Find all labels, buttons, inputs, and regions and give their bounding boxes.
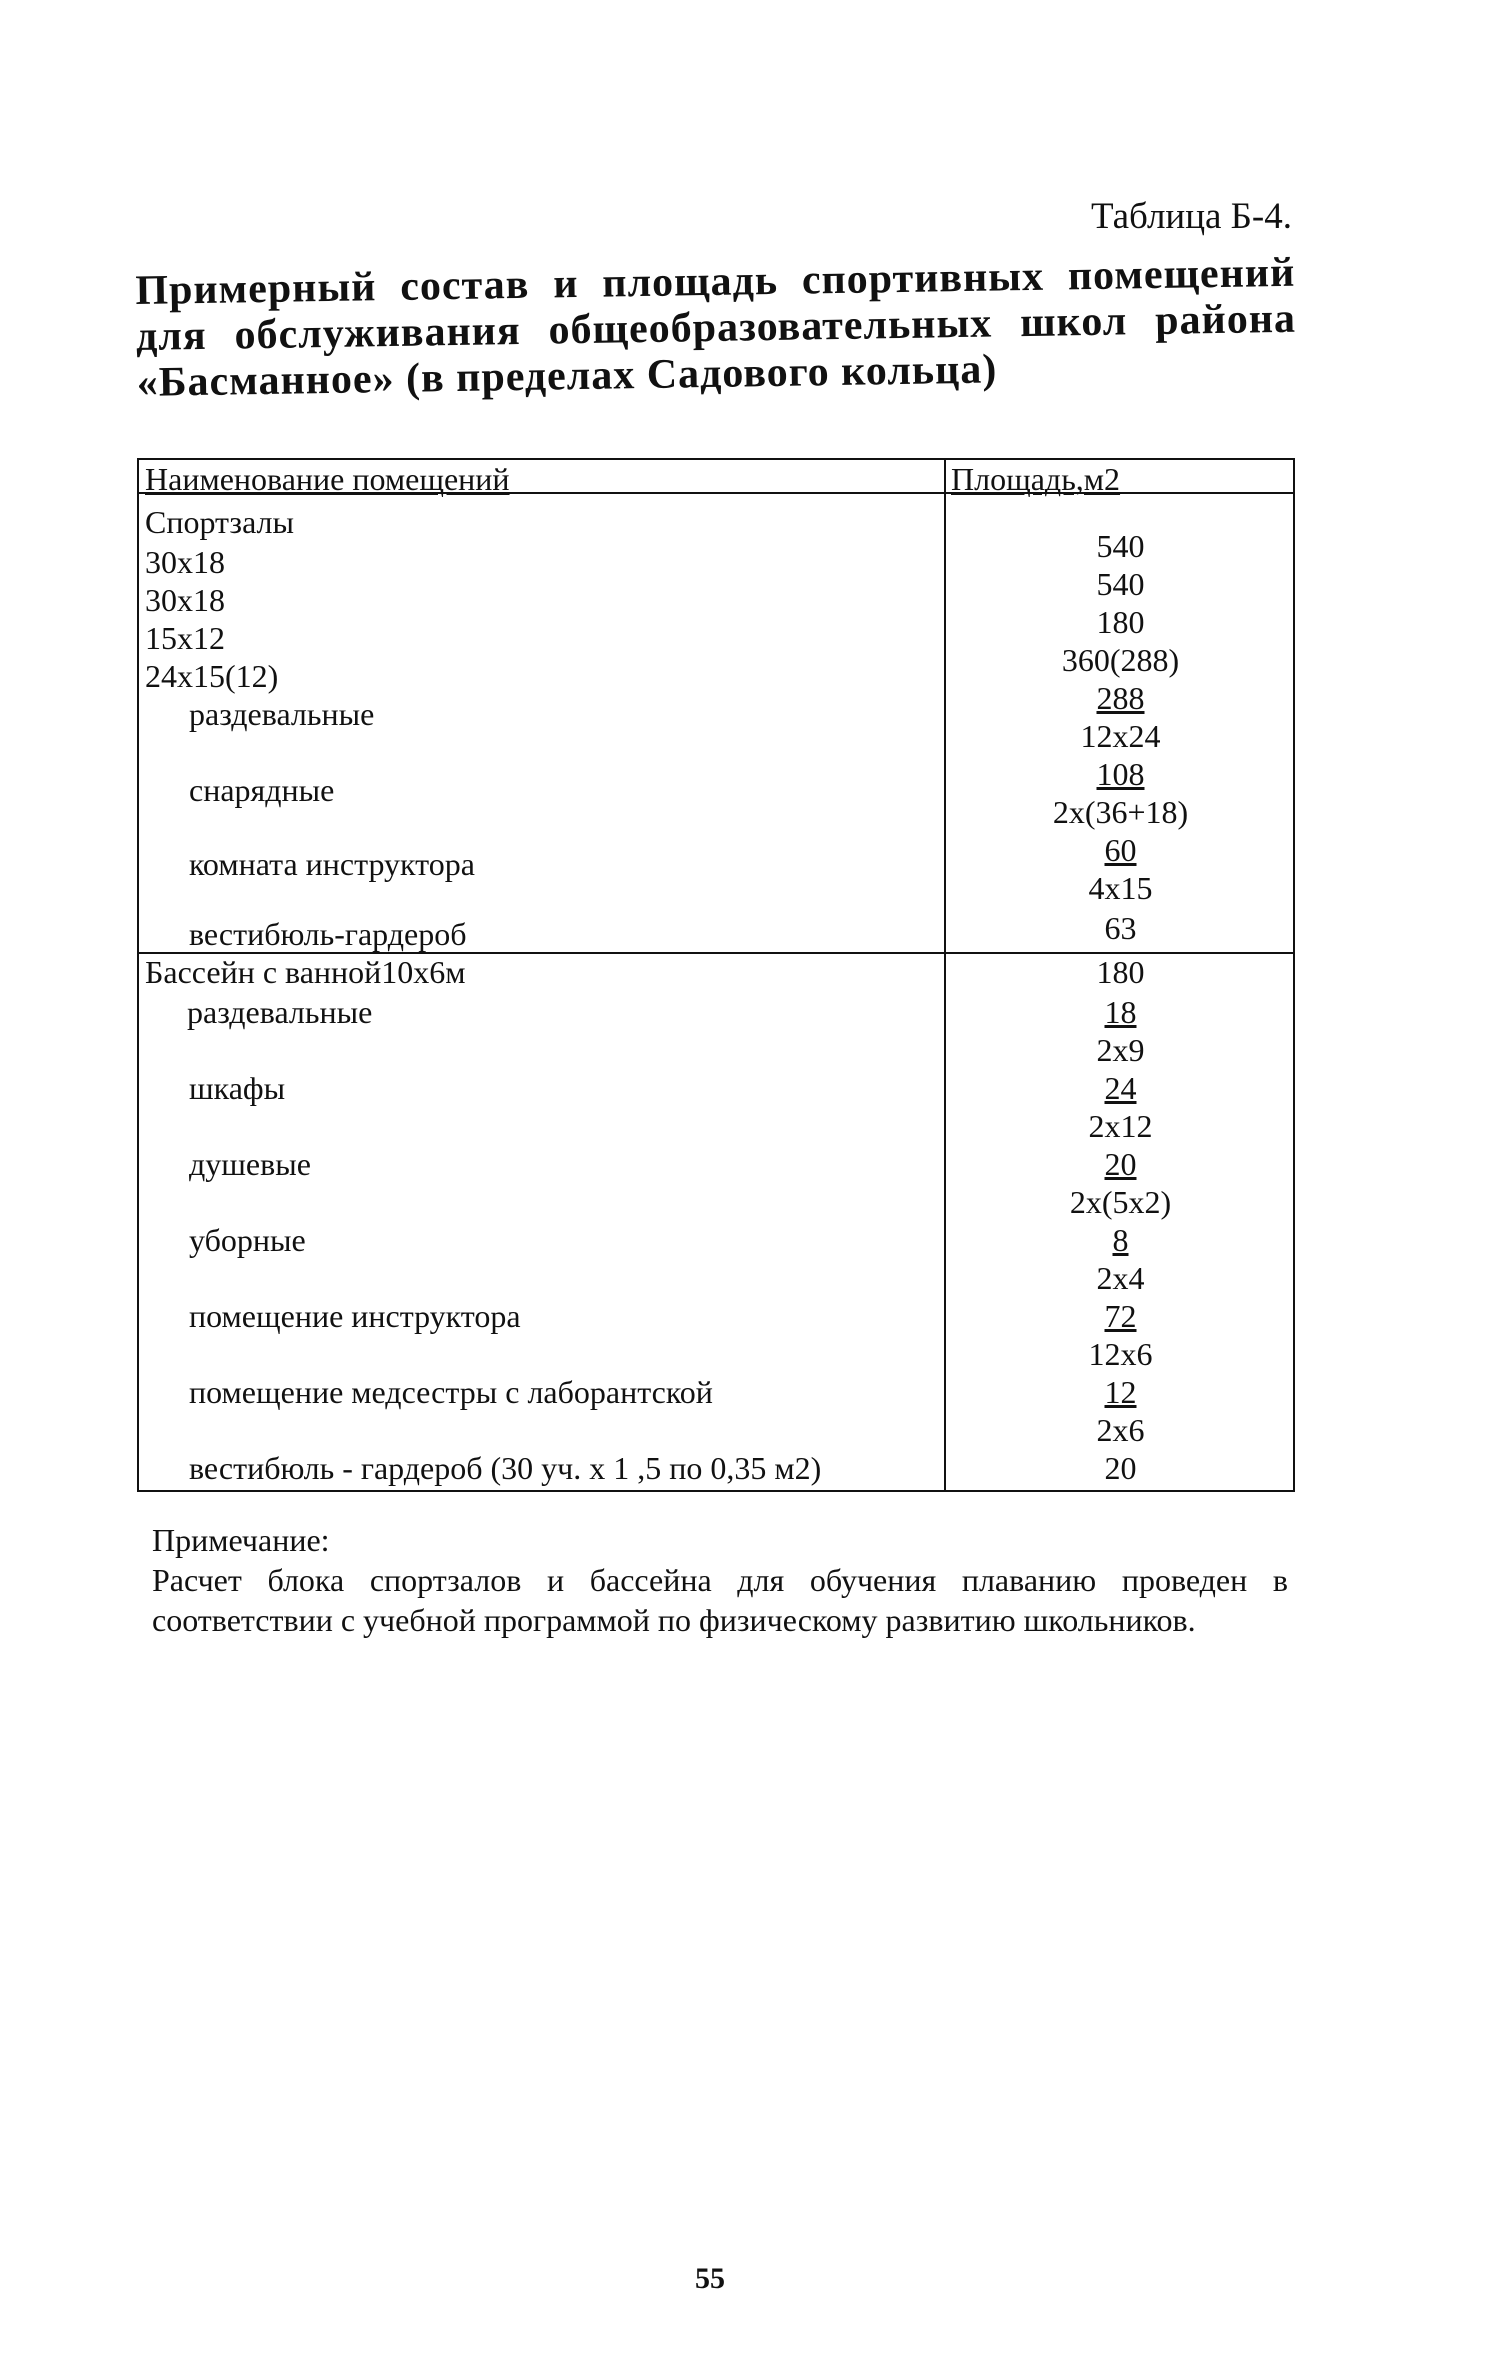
area-value: 2x6 bbox=[1096, 1412, 1145, 1448]
room-name: помещение медсестры с лаборантской bbox=[189, 1374, 713, 1410]
rooms-table bbox=[137, 458, 1295, 1492]
area-value: 72 bbox=[1104, 1298, 1137, 1334]
room-name: раздевальные bbox=[189, 696, 375, 732]
area-value: 2x12 bbox=[1088, 1108, 1153, 1144]
area-value: 12 bbox=[1104, 1374, 1137, 1410]
table-title: Примерный состав и площадь спортивных помещений для обслуживания общеобразовательных школ района «Басманное» (в пределах Садового кольца) bbox=[135, 249, 1297, 406]
header-room-name: Наименование помещений bbox=[145, 461, 510, 497]
area-value: 180 bbox=[1096, 604, 1145, 640]
area-value: 60 bbox=[1104, 832, 1137, 868]
area-value: 540 bbox=[1096, 566, 1145, 602]
area-value: 20 bbox=[1104, 1450, 1137, 1486]
room-name: 30x18 bbox=[145, 582, 225, 618]
room-name: вестибюль - гардероб (30 уч. х 1 ,5 по 0,35 м2) bbox=[189, 1450, 822, 1486]
area-value: 20 bbox=[1104, 1146, 1137, 1182]
area-value: 2x9 bbox=[1096, 1032, 1145, 1068]
area-value: 12x24 bbox=[1080, 718, 1161, 754]
area-value: 540 bbox=[1096, 528, 1145, 564]
area-value: 108 bbox=[1096, 756, 1145, 792]
area-value: 360(288) bbox=[1061, 642, 1180, 678]
area-value: 4x15 bbox=[1088, 870, 1153, 906]
area-value: 2x(5x2) bbox=[1069, 1184, 1172, 1220]
area-value: 2x4 bbox=[1096, 1260, 1145, 1296]
room-name: уборные bbox=[189, 1222, 306, 1258]
area-value: 180 bbox=[1096, 954, 1145, 990]
table-label: Таблица Б-4. bbox=[1090, 196, 1292, 237]
room-name: раздевальные bbox=[187, 994, 373, 1030]
area-value: 63 bbox=[1104, 910, 1137, 946]
room-name: вестибюль-гардероб bbox=[189, 916, 467, 952]
room-name: душевые bbox=[189, 1146, 311, 1182]
room-name: 24x15(12) bbox=[145, 658, 279, 694]
area-value: 24 bbox=[1104, 1070, 1137, 1106]
room-name: снарядные bbox=[189, 772, 335, 808]
page-number: 55 bbox=[695, 2262, 725, 2295]
room-name: 30x18 bbox=[145, 544, 225, 580]
room-name: помещение инструктора bbox=[189, 1298, 521, 1334]
area-value: 8 bbox=[1112, 1222, 1129, 1258]
area-value: 288 bbox=[1096, 680, 1145, 716]
room-name: Спортзалы bbox=[145, 504, 295, 540]
header-area: Площадь,м2 bbox=[951, 461, 1121, 497]
room-name: 15x12 bbox=[145, 620, 225, 656]
note-label: Примечание: bbox=[152, 1522, 330, 1558]
area-value: 18 bbox=[1104, 994, 1137, 1030]
area-value: 2x(36+18) bbox=[1052, 794, 1189, 830]
room-name: Бассейн с ванной10х6м bbox=[145, 954, 466, 990]
room-name: комната инструктора bbox=[189, 846, 475, 882]
area-value: 12x6 bbox=[1088, 1336, 1153, 1372]
note-text: Расчет блока спортзалов и бассейна для обучения плаванию проведен в соответствии с учебной программой по физическому развитию школьников. bbox=[152, 1562, 1288, 1638]
room-name: шкафы bbox=[189, 1070, 286, 1106]
